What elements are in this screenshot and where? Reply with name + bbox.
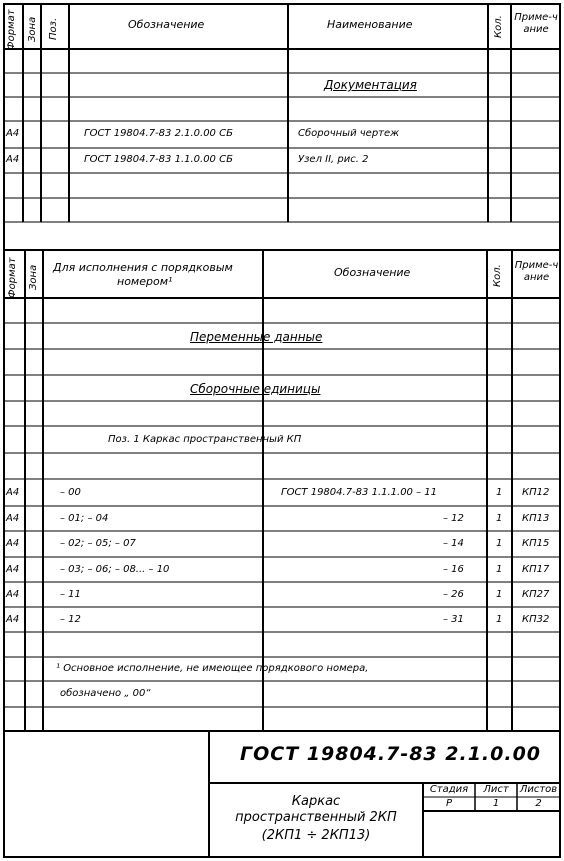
t2-row3-format: А4: [6, 538, 20, 549]
t2-row1-qty: 1: [496, 487, 503, 498]
position-line: Поз. 1 Каркас пространственный КП: [108, 434, 302, 445]
footnote-line2: обозначено „ 00“: [60, 688, 151, 699]
row1-name: Сборочный чертеж: [298, 128, 400, 139]
t2-row4-designation: – 16: [443, 564, 464, 575]
t2-header-designation: Обозначение: [334, 266, 411, 279]
t2-header-zone: Зона: [28, 264, 39, 290]
t2-row1-format: А4: [6, 487, 20, 498]
t2-row4-format: А4: [6, 564, 20, 575]
t2-header-note: Приме-чание: [514, 260, 559, 283]
t2-row2-format: А4: [6, 513, 20, 524]
product-name-line3: (2КП1 ÷ 2КП13): [261, 828, 371, 843]
header-pos: Поз.: [48, 17, 59, 40]
t2-row2-designation: – 12: [443, 513, 464, 524]
t2-row4-note: КП17: [522, 564, 550, 575]
t2-header-variant-line2: номером¹: [117, 275, 173, 288]
stage-label: Стадия: [429, 784, 469, 795]
sheets-value: 2: [535, 798, 542, 809]
sheet-label: Лист: [483, 784, 509, 795]
header-zone: Зона: [27, 16, 38, 42]
header-format: Формат: [6, 9, 17, 50]
t2-row4-variant: – 03; – 06; – 08... – 10: [60, 564, 170, 575]
section-variable-data: Переменные данные: [190, 330, 323, 344]
t2-row5-variant: – 11: [60, 589, 81, 600]
t2-row6-variant: – 12: [60, 614, 81, 625]
t2-row3-designation: – 14: [443, 538, 464, 549]
t2-row6-designation: – 31: [443, 614, 464, 625]
product-name-line2: пространственный 2КП: [235, 810, 397, 825]
section-assembly-units: Сборочные единицы: [190, 382, 321, 396]
row2-format: А4: [6, 154, 20, 165]
header-qty: Кол.: [493, 15, 504, 38]
t2-row2-note: КП13: [522, 513, 550, 524]
header-note: Приме-чание: [514, 12, 558, 35]
row2-designation: ГОСТ 19804.7-83 1.1.0.00 СБ: [84, 154, 233, 165]
sheet-value: 1: [492, 798, 500, 809]
t2-row6-qty: 1: [496, 614, 503, 625]
t2-row4-qty: 1: [496, 564, 503, 575]
stage-value: Р: [445, 798, 453, 809]
t2-row2-qty: 1: [496, 513, 503, 524]
row1-format: А4: [6, 128, 20, 139]
t2-row5-format: А4: [6, 589, 20, 600]
section-documentation: Документация: [324, 78, 417, 92]
t2-row1-variant: – 00: [60, 487, 81, 498]
t2-row5-designation: – 26: [443, 589, 464, 600]
t2-header-qty: Кол.: [492, 264, 503, 287]
sheets-label: Листов: [519, 784, 558, 795]
header-designation: Обозначение: [128, 18, 205, 31]
t2-row1-note: КП12: [522, 487, 550, 498]
doc-number: ГОСТ 19804.7-83 2.1.0.00: [240, 743, 542, 765]
product-name-line1: Каркас: [291, 794, 341, 809]
t2-row3-note: КП15: [522, 538, 550, 549]
header-name: Наименование: [327, 18, 413, 31]
footnote-line1: ¹ Основное исполнение, не имеющее порядкового номера,: [56, 663, 369, 674]
t2-row6-format: А4: [6, 614, 20, 625]
t2-row3-variant: – 02; – 05; – 07: [60, 538, 136, 549]
t2-header-variant-line1: Для исполнения с порядковым: [53, 261, 233, 274]
t2-row6-note: КП32: [522, 614, 550, 625]
t2-row2-variant: – 01; – 04: [60, 513, 109, 524]
t2-row5-qty: 1: [496, 589, 503, 600]
t2-row3-qty: 1: [496, 538, 503, 549]
t2-row5-note: КП27: [522, 589, 550, 600]
t2-header-format: Формат: [7, 257, 18, 298]
t2-row1-designation: ГОСТ 19804.7-83 1.1.1.00 – 11: [281, 487, 438, 498]
row1-designation: ГОСТ 19804.7-83 2.1.0.00 СБ: [84, 128, 233, 139]
row2-name: Узел II, рис. 2: [298, 154, 369, 165]
